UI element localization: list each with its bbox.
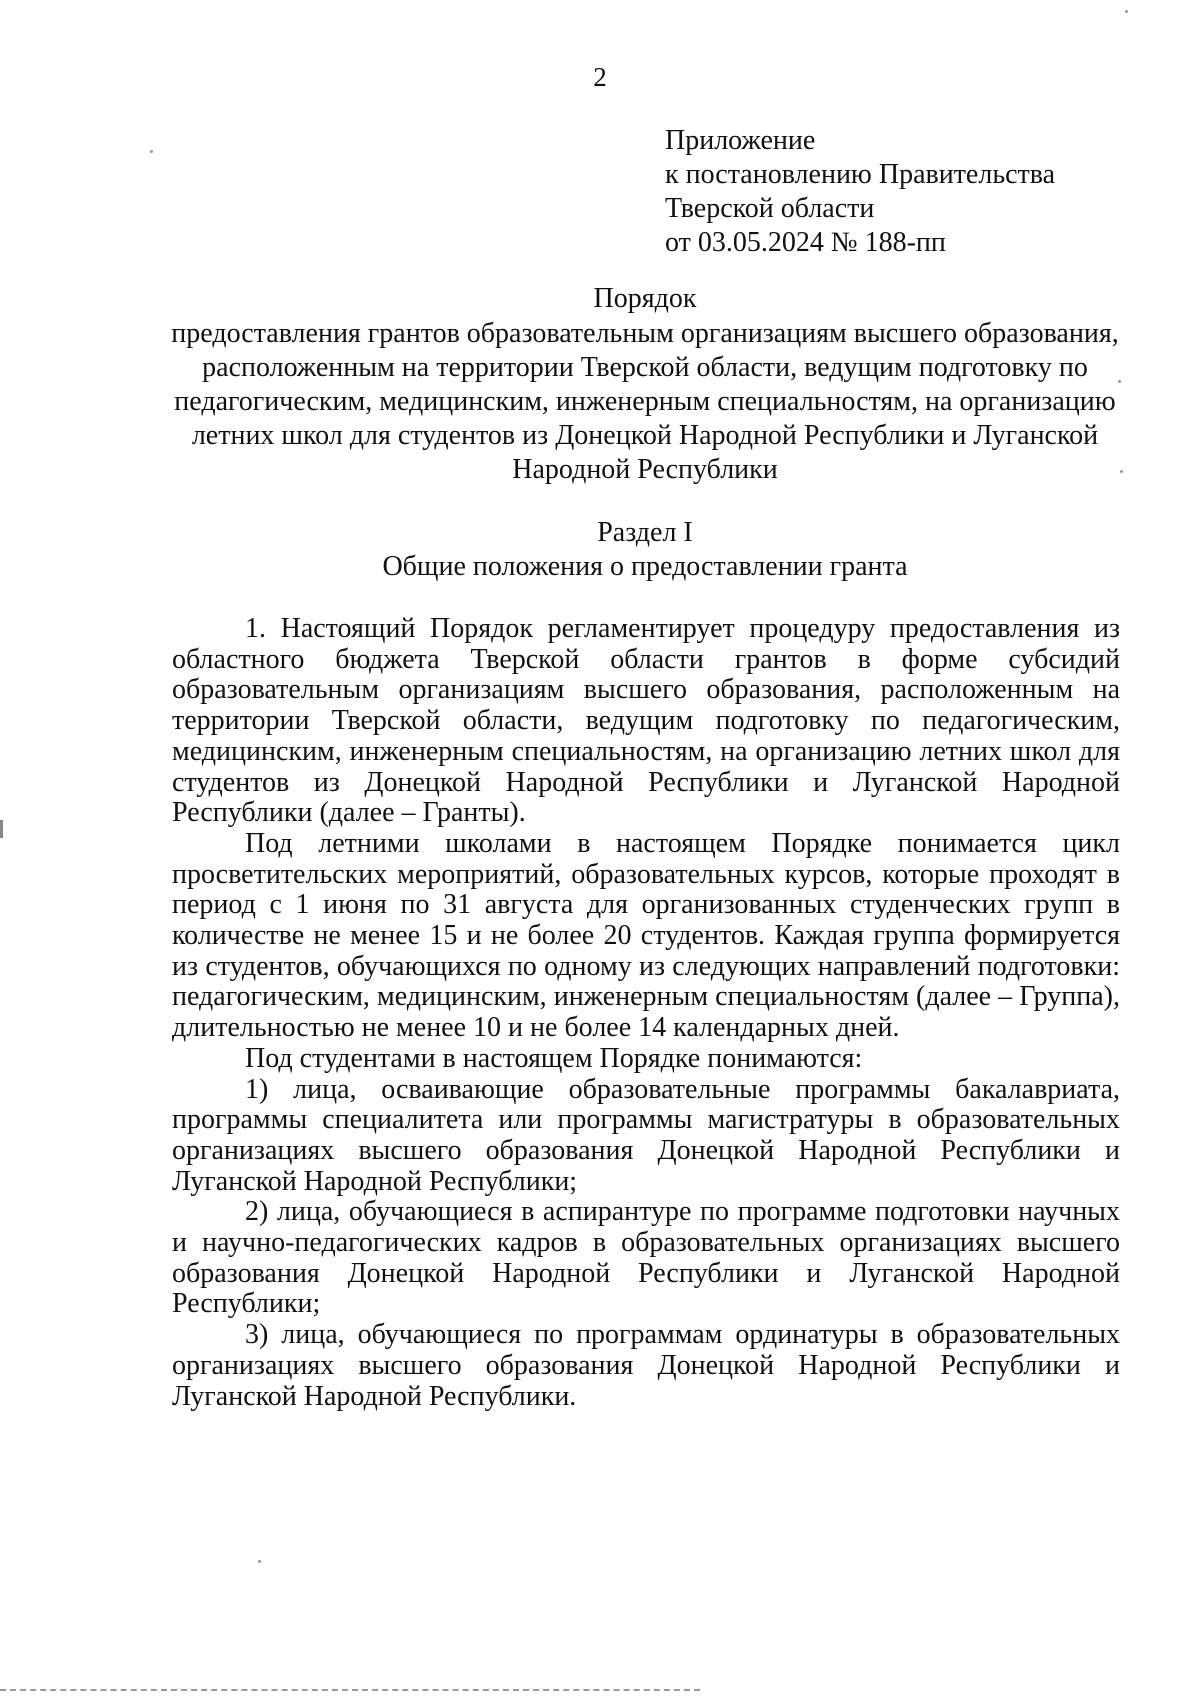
page-number: 2	[593, 62, 607, 92]
appendix-date-number: от 03.05.2024 № 188-пп	[665, 227, 946, 258]
list-item: 2) лица, обучающиеся в аспирантуре по программе подготовки научных и научно-педагогических кадров в образовательных организациях высшего образования Донецкой Народной Республики и Луганской Народной Республики;	[172, 1196, 1120, 1320]
appendix-header	[665, 124, 1055, 260]
scan-speck	[1118, 380, 1121, 383]
body-text	[172, 614, 1120, 1412]
title-subtitle: предоставления грантов образовательным организациям высшего образования, расположенным на территории Тверской области, ведущим подготовку по педагогическим, медицинским, инженерным специальностям, на организацию летних школ для студентов из Донецкой Народной Республики и Луганской Народной Республики	[171, 318, 1119, 485]
section-name: Общие положения о предоставлении гранта	[382, 551, 908, 582]
paragraph: 1. Настоящий Порядок регламентирует процедуру предоставления из областного бюджета Тверской области грантов в форме субсидий образовательным организациям высшего образования, расположенным на территории Тверской области, ведущим подготовку по педагогическим, медицинским, инженерным специальностям, на организацию летних школ для студентов из Донецкой Народной Республики и Луганской Народной Республики (далее – Гранты).	[172, 613, 1120, 829]
list-item: 3) лица, обучающиеся по программам ординатуры в образовательных организациях высшего образования Донецкой Народной Республики и Луганской Народной Республики.	[172, 1319, 1120, 1412]
section-number: Раздел I	[597, 517, 693, 548]
paragraph: Под студентами в настоящем Порядке понимаются:	[245, 1042, 863, 1074]
scan-margin-mark	[0, 820, 3, 838]
title-main: Порядок	[593, 283, 697, 314]
scan-speck	[258, 1560, 261, 1563]
appendix-line: к постановлению Правительства	[665, 159, 1056, 190]
section-heading	[170, 516, 1120, 584]
scan-speck	[150, 150, 153, 153]
scan-speck	[1125, 10, 1128, 13]
scan-speck	[1120, 470, 1123, 473]
document-title	[170, 282, 1120, 487]
scan-edge-line	[0, 1689, 700, 1691]
appendix-line: Тверской области	[665, 193, 875, 224]
appendix-line: Приложение	[665, 125, 816, 156]
paragraph: Под летними школами в настоящем Порядке понимается цикл просветительских мероприятий, образовательных курсов, которые проходят в период с 1 июня по 31 августа для организованных студенческих групп в количестве не менее 15 и не более 20 студентов. Каждая группа формируется из студентов, обучающихся по одному из следующих направлений подготовки: педагогическим, медицинским, инженерным специальностям (далее – Группа), длительностью не менее 10 и не более 14 календарных дней.	[172, 827, 1120, 1044]
list-item: 1) лица, осваивающие образовательные программы бакалавриата, программы специалитета или программы магистратуры в образовательных организациях высшего образования Донецкой Народной Республики и Луганской Народной Республики;	[172, 1073, 1120, 1197]
